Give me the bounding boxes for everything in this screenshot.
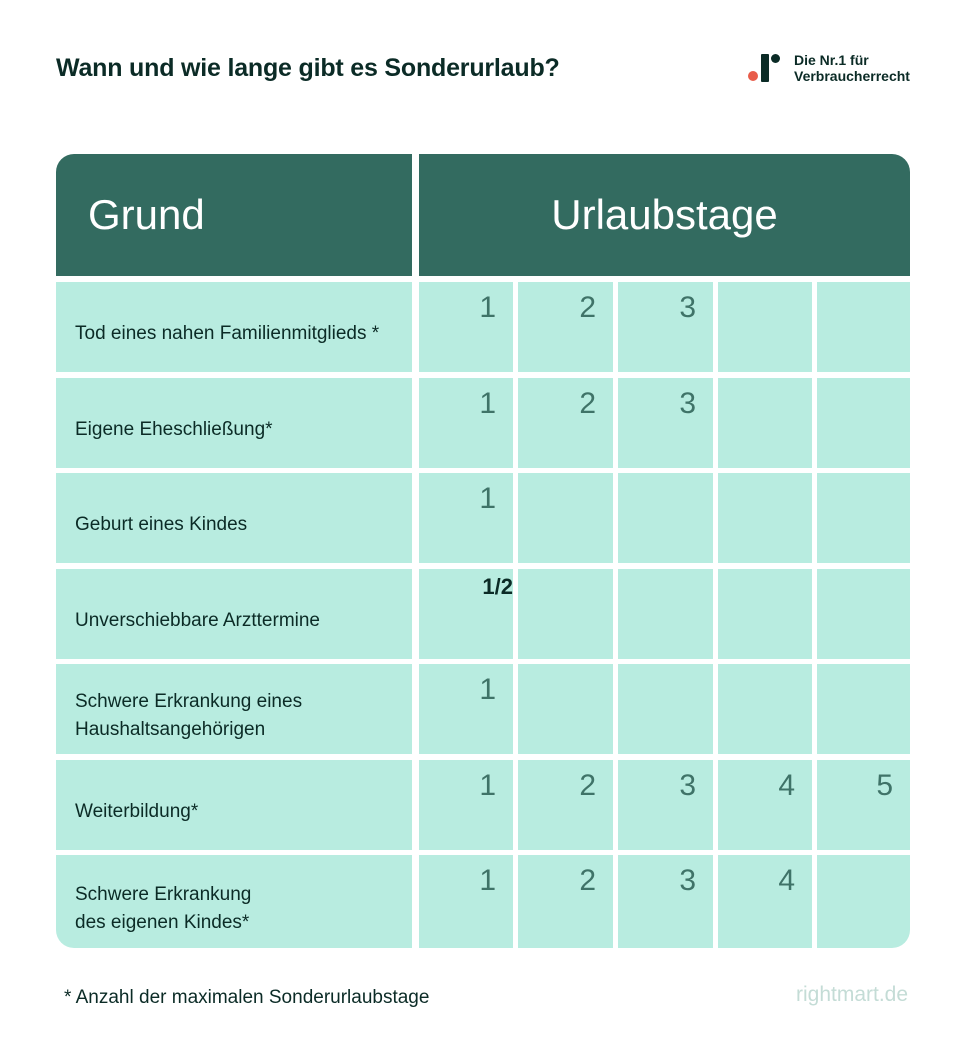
day-value: 2 — [579, 387, 596, 420]
day-cell — [419, 569, 513, 659]
day-cell — [419, 760, 513, 850]
day-value: 3 — [679, 864, 696, 897]
day-value: 1 — [479, 387, 496, 420]
logo-mark-icon — [746, 52, 786, 86]
day-cell — [817, 664, 910, 754]
day-value: 1 — [479, 864, 496, 897]
reason-label: Schwere Erkrankung eines Haushaltsangehörigen — [75, 691, 303, 740]
logo-tagline — [794, 52, 910, 84]
day-cell — [817, 569, 910, 659]
reason-label: Tod eines nahen Familienmitglieds * — [75, 323, 380, 344]
day-value: 4 — [778, 864, 795, 897]
source-credit: rightmart.de — [796, 983, 909, 1006]
table-row-reason — [56, 760, 412, 850]
day-cell — [419, 282, 513, 372]
header-days: Urlaubstage — [419, 154, 910, 276]
day-value: 3 — [679, 291, 696, 324]
day-cell — [718, 855, 812, 948]
logo-tagline-line1: Die Nr.1 für — [794, 52, 869, 68]
day-value: 5 — [876, 769, 893, 802]
day-value: 3 — [679, 387, 696, 420]
day-cell — [518, 664, 613, 754]
day-cell — [419, 855, 513, 948]
day-cell — [817, 760, 910, 850]
day-cell — [618, 760, 713, 850]
logo-bar — [761, 54, 769, 82]
day-cell — [718, 664, 812, 754]
page-title: Wann und wie lange gibt es Sonderurlaub? — [56, 54, 560, 82]
table-row-reason — [56, 664, 412, 754]
day-value: 2 — [579, 291, 596, 324]
day-cell — [419, 473, 513, 563]
day-cell — [618, 855, 713, 948]
day-cell — [618, 569, 713, 659]
footnote: * Anzahl der maximalen Sonderurlaubstage — [64, 987, 430, 1008]
day-value: 1/2 — [482, 574, 513, 599]
reason-label: Geburt eines Kindes — [75, 514, 248, 535]
day-cell — [518, 473, 613, 563]
day-value: 1 — [479, 673, 496, 706]
day-cell — [817, 282, 910, 372]
reason-label: Weiterbildung* — [75, 801, 199, 822]
day-value: 1 — [479, 291, 496, 324]
day-value: 2 — [579, 864, 596, 897]
day-cell — [817, 378, 910, 468]
day-cell — [618, 664, 713, 754]
day-cell — [618, 473, 713, 563]
day-cell — [518, 569, 613, 659]
day-cell — [718, 760, 812, 850]
reason-label: Unverschiebbare Arzttermine — [75, 610, 320, 631]
table-row-reason — [56, 473, 412, 563]
day-cell — [618, 282, 713, 372]
table-row-reason — [56, 569, 412, 659]
table-row-reason — [56, 378, 412, 468]
day-value: 2 — [579, 769, 596, 802]
day-cell — [718, 569, 812, 659]
header-reason: Grund — [56, 154, 412, 276]
day-cell — [518, 855, 613, 948]
brand-logo — [746, 52, 916, 88]
logo-tagline-line2: Verbraucherrecht — [794, 68, 910, 84]
special-leave-table — [56, 154, 910, 948]
day-value: 4 — [778, 769, 795, 802]
day-cell — [718, 282, 812, 372]
reason-label: Eigene Eheschließung* — [75, 419, 273, 440]
day-value: 3 — [679, 769, 696, 802]
day-value: 1 — [479, 769, 496, 802]
day-value: 1 — [479, 482, 496, 515]
day-cell — [518, 282, 613, 372]
day-cell — [518, 760, 613, 850]
table-row-reason — [56, 855, 412, 948]
day-cell — [419, 664, 513, 754]
day-cell — [419, 378, 513, 468]
table-row-reason — [56, 282, 412, 372]
day-cell — [817, 855, 910, 948]
reason-label: Schwere Erkrankung des eigenen Kindes* — [75, 883, 252, 933]
logo-dot-dark — [771, 54, 780, 63]
day-cell — [718, 473, 812, 563]
day-cell — [718, 378, 812, 468]
day-cell — [518, 378, 613, 468]
day-cell — [817, 473, 910, 563]
logo-dot-red — [748, 71, 758, 81]
day-cell — [618, 378, 713, 468]
